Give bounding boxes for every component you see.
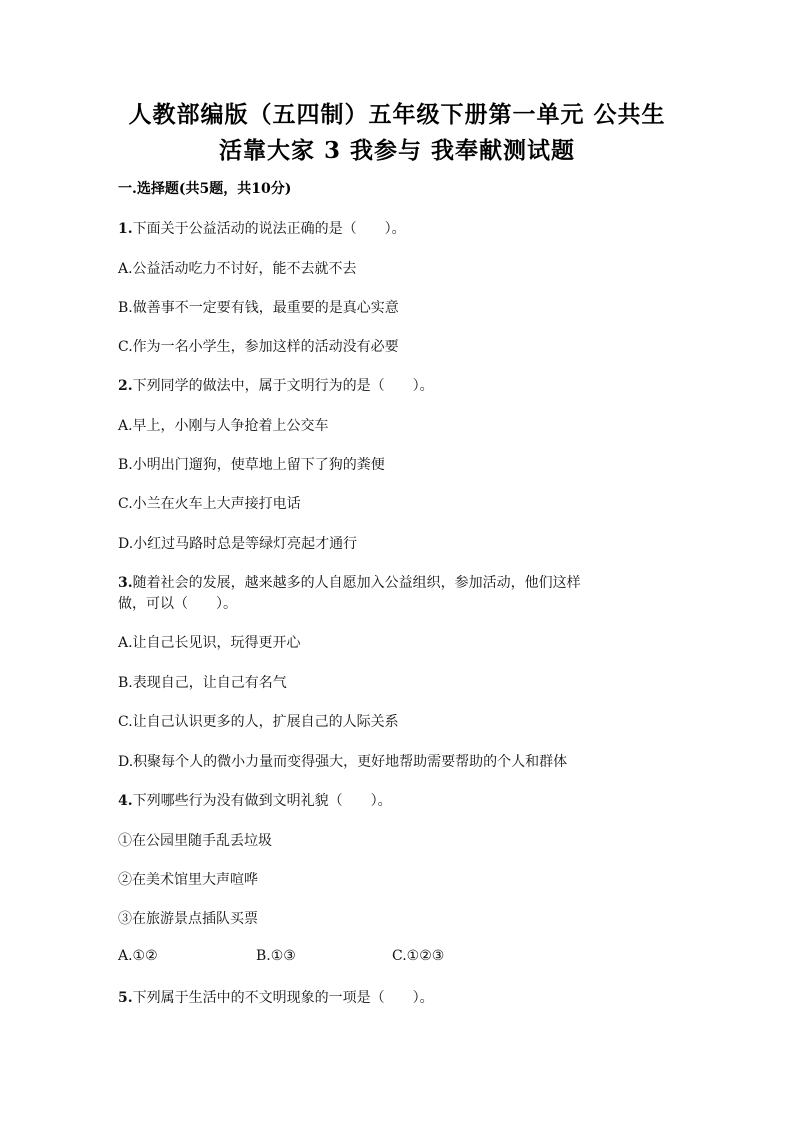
- question-4: [118, 790, 392, 810]
- question-text: 随着社会的发展，越来越多的人自愿加入公益组织，参加活动，他们这样: [132, 575, 581, 591]
- page-title-line-1: 人教部编版（五四制）五年级下册第一单元 公共生: [128, 101, 666, 128]
- q4-statement-2: ②在美术馆里大声喧哗: [118, 872, 258, 888]
- question-3-continued: 做，可以（ ）。: [118, 596, 237, 612]
- q1-option-b: B.做善事不一定要有钱，最重要的是真心实意: [118, 300, 399, 316]
- question-number: 1.: [118, 221, 133, 237]
- q4-option-a: A.①②: [118, 948, 158, 964]
- question-number: 3.: [118, 575, 133, 591]
- q4-options: [118, 948, 678, 968]
- question-text: 下列属于生活中的不文明现象的一项是（ ）。: [132, 990, 434, 1006]
- q2-option-c: C.小兰在火车上大声接打电话: [118, 496, 301, 512]
- q2-option-a: A.早上，小刚与人争抢着上公交车: [118, 418, 329, 434]
- question-number: 4.: [118, 793, 133, 809]
- q3-option-d: D.积聚每个人的微小力量而变得强大，更好地帮助需要帮助的个人和群体: [118, 754, 568, 770]
- q4-option-b: B.①③: [256, 948, 296, 964]
- question-1: [118, 218, 406, 238]
- question-2: [118, 375, 434, 395]
- question-text: 下列同学的做法中，属于文明行为的是（ ）。: [132, 378, 434, 394]
- q2-option-b: B.小明出门遛狗，使草地上留下了狗的粪便: [118, 457, 385, 473]
- question-text: 下列哪些行为没有做到文明礼貌（ ）。: [132, 793, 392, 809]
- question-3: [118, 572, 581, 592]
- q4-statement-1: ①在公园里随手乱丢垃圾: [118, 833, 272, 849]
- question-number: 5.: [118, 990, 133, 1006]
- q4-statement-3: ③在旅游景点插队买票: [118, 911, 258, 927]
- question-5: [118, 987, 434, 1007]
- question-number: 2.: [118, 378, 133, 394]
- q1-option-a: A.公益活动吃力不讨好，能不去就不去: [118, 261, 357, 277]
- q1-option-c: C.作为一名小学生，参加这样的活动没有必要: [118, 339, 399, 355]
- q2-option-d: D.小红过马路时总是等绿灯亮起才通行: [118, 536, 358, 552]
- question-text: 下面关于公益活动的说法正确的是（ ）。: [132, 221, 406, 237]
- q4-option-c: C.①②③: [392, 948, 445, 964]
- q3-option-a: A.让自己长见识，玩得更开心: [118, 635, 301, 651]
- q3-option-b: B.表现自己，让自己有名气: [118, 675, 287, 691]
- q3-option-c: C.让自己认识更多的人，扩展自己的人际关系: [118, 714, 399, 730]
- page-title-line-2: 活靠大家 3 我参与 我奉献测试题: [218, 137, 576, 164]
- section-heading: 一.选择题(共5题，共10分): [118, 181, 292, 197]
